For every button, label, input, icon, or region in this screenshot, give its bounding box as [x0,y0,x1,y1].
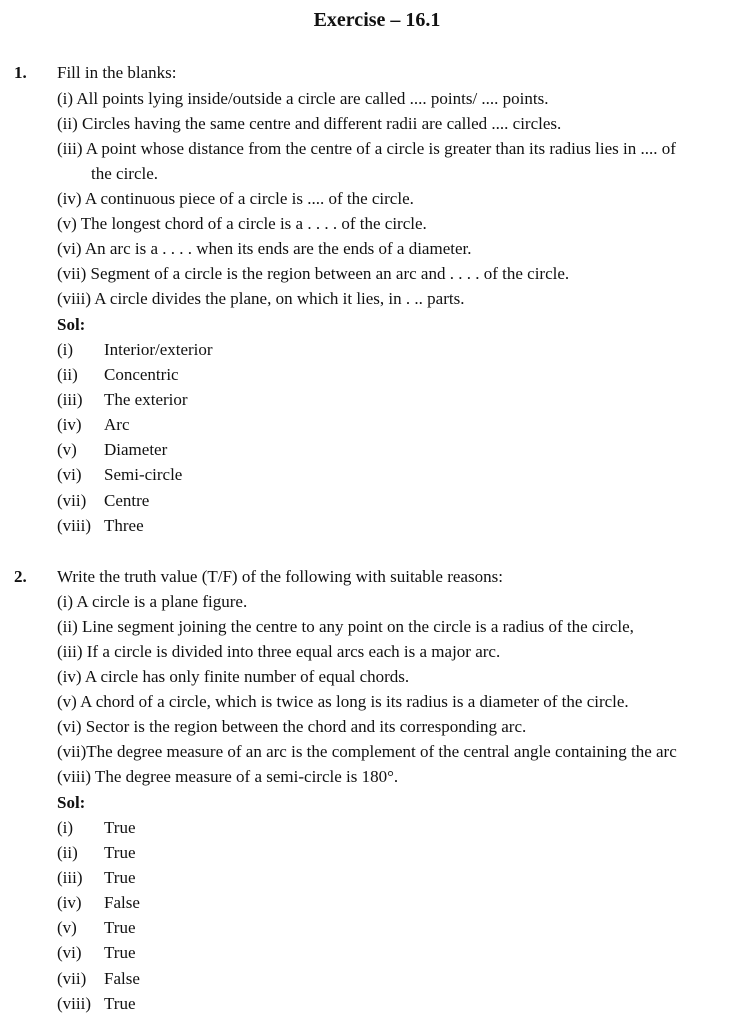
question-2-prompt: Write the truth value (T/F) of the following with suitable reasons: [57,567,503,586]
question-2-sol-label: Sol: [57,793,86,812]
answer-number: (iii) [57,868,83,887]
question-1-item-8: (viii) A circle divides the plane, on which it lies, in . .. parts. [57,289,465,308]
answer-number: (ii) [57,365,78,384]
answer-number: (vii) [57,969,87,988]
answer-number: (vi) [57,943,82,962]
question-2-item-7: (vii)The degree measure of an arc is the complement of the central angle containing the arc [57,742,677,761]
answer-number: (viii) [57,994,91,1013]
question-2-answer-2 [57,840,136,865]
question-1-item-5: (v) The longest chord of a circle is a . . . . of the circle. [57,214,427,233]
question-2-item-3: (iii) If a circle is divided into three equal arcs each is a major arc. [57,642,501,661]
question-2-answer-8 [57,991,136,1016]
question-2-item-4: (iv) A circle has only finite number of equal chords. [57,667,410,686]
answer-text: True [104,843,136,862]
question-1-answer-1 [57,337,213,362]
question-1-answer-6 [57,462,182,487]
question-1-answer-2 [57,362,179,387]
answer-text: True [104,994,136,1013]
answer-text: Semi-circle [104,465,183,484]
answer-number: (v) [57,918,77,937]
question-1-number: 1. [14,63,27,82]
question-2-item-1: (i) A circle is a plane figure. [57,592,248,611]
answer-number: (i) [57,818,74,837]
answer-number: (iv) [57,893,82,912]
answer-text: True [104,868,136,887]
answer-text: Diameter [104,440,168,459]
question-1-sol-label: Sol: [57,315,86,334]
question-1-item-4: (iv) A continuous piece of a circle is .... of the circle. [57,189,414,208]
answer-number: (v) [57,440,77,459]
question-2-item-8: (viii) The degree measure of a semi-circle is 180°. [57,767,399,786]
answer-text: False [104,893,140,912]
answer-number: (i) [57,340,74,359]
question-2-answer-5 [57,915,136,940]
answer-text: True [104,818,136,837]
question-2-answer-3 [57,865,136,890]
page-title: Exercise – 16.1 [313,9,441,31]
question-1-item-2: (ii) Circles having the same centre and different radii are called .... circles. [57,114,562,133]
answer-text: The exterior [104,390,188,409]
answer-number: (vii) [57,491,87,510]
question-1-answer-7 [57,488,149,513]
question-1-item-3-continued: the circle. [91,164,159,183]
answer-text: False [104,969,140,988]
question-1-answer-5 [57,437,167,462]
answer-number: (ii) [57,843,78,862]
answer-text: Concentric [104,365,179,384]
question-1-answer-4 [57,412,129,437]
answer-number: (vi) [57,465,82,484]
question-2-item-2: (ii) Line segment joining the centre to any point on the circle is a radius of the circle, [57,617,634,636]
answer-number: (iv) [57,415,82,434]
answer-number: (iii) [57,390,83,409]
answer-text: Interior/exterior [104,340,213,359]
question-1-item-3: (iii) A point whose distance from the centre of a circle is greater than its radius lies in .... of [57,139,676,158]
question-1-item-7: (vii) Segment of a circle is the region between an arc and . . . . of the circle. [57,264,570,283]
question-1-item-1: (i) All points lying inside/outside a circle are called .... points/ .... points. [57,89,549,108]
question-1-answer-8 [57,513,144,538]
answer-text: Centre [104,491,150,510]
question-2-answer-1 [57,815,136,840]
answer-text: Three [104,516,144,535]
question-2-number: 2. [14,567,27,586]
question-2-answer-6 [57,940,136,965]
question-2-item-6: (vi) Sector is the region between the chord and its corresponding arc. [57,717,527,736]
question-1-item-6: (vi) An arc is a . . . . when its ends are the ends of a diameter. [57,239,472,258]
answer-number: (viii) [57,516,91,535]
answer-text: True [104,943,136,962]
question-1-prompt: Fill in the blanks: [57,63,177,82]
answer-text: Arc [104,415,130,434]
question-2-answer-7 [57,966,140,991]
question-2-item-5: (v) A chord of a circle, which is twice as long is its radius is a diameter of the circle. [57,692,629,711]
question-2-answer-4 [57,890,140,915]
answer-text: True [104,918,136,937]
question-1-answer-3 [57,387,188,412]
